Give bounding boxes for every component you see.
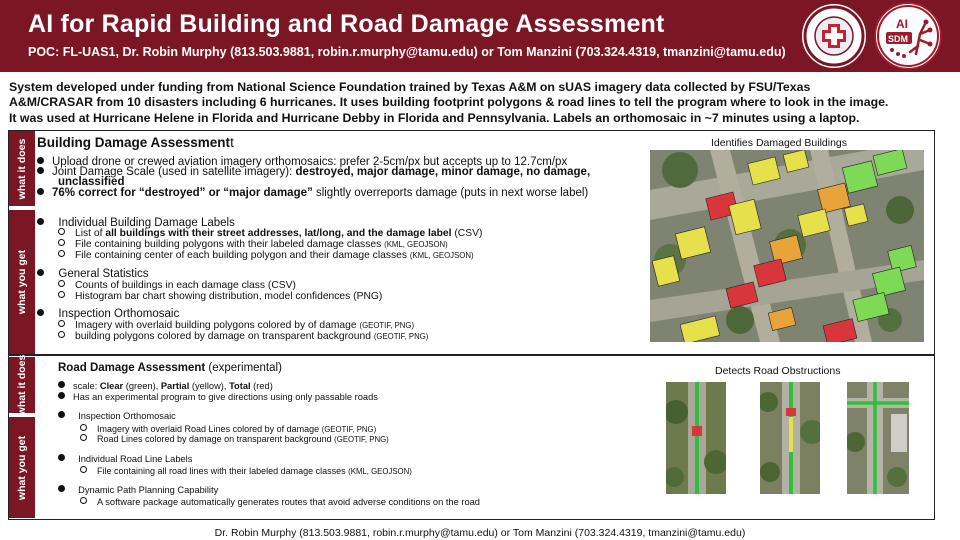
road-image-1 bbox=[666, 382, 726, 494]
side-tab-what-it-does: what it does bbox=[9, 357, 35, 413]
list-item-continued: unclassified bbox=[58, 176, 125, 188]
list-item: Inspection Orthomosaic bbox=[37, 308, 179, 320]
list-item: scale: Clear (green), Partial (yellow), Total (red) bbox=[58, 381, 273, 391]
building-section-title: Building Damage Assessmentt bbox=[37, 135, 234, 150]
intro-line: A&M/CRASAR from 10 disasters including 6 hurricanes. It uses building footprint polygons & road lines to tell the program where to look in the image. bbox=[9, 95, 889, 110]
list-item: Joint Damage Scale (used in satellite imagery): destroyed, major damage, minor damage, no damage, bbox=[37, 166, 590, 178]
list-item: Individual Road Line Labels bbox=[58, 454, 192, 464]
list-item: Upload drone or crewed aviation imagery orthomosaics: prefer 2-5cm/px but accepts up to 12.7cm/px bbox=[37, 156, 567, 168]
sub-item: Imagery with overlaid building polygons colored by of damage (GEOTIF, PNG) bbox=[58, 320, 414, 331]
list-item: 76% correct for “destroyed” or “major damage” slightly overreports damage (puts in next worse label) bbox=[37, 187, 588, 199]
poc-line: POC: FL-UAS1, Dr. Robin Murphy (813.503.9881, robin.r.murphy@tamu.edu) or Tom Manzini (703.324.4319, tmanzini@tamu.edu) bbox=[28, 45, 786, 59]
sub-item: A software package automatically generates routes that avoid adverse conditions on the road bbox=[80, 497, 480, 507]
side-tab-what-you-get: what you get bbox=[9, 210, 35, 354]
side-tab-what-it-does: what it does bbox=[9, 131, 35, 206]
footer-contact: Dr. Robin Murphy (813.503.9881, robin.r.murphy@tamu.edu) or Tom Manzini (703.324.4319, tmanzini@tamu.edu) bbox=[214, 527, 746, 539]
sub-item: Imagery with overlaid Road Lines colored by of damage (GEOTIF, PNG) bbox=[80, 424, 376, 434]
page-title: AI for Rapid Building and Road Damage Assessment bbox=[28, 10, 665, 38]
list-item: Dynamic Path Planning Capability bbox=[58, 485, 218, 495]
road-section-title: Road Damage Assessment (experimental) bbox=[58, 362, 282, 374]
header-banner bbox=[0, 0, 960, 72]
intro-paragraph bbox=[9, 80, 954, 126]
sub-item: File containing building polygons with their labeled damage classes (KML, GEOJSON) bbox=[58, 239, 448, 250]
svg-text:SDM: SDM bbox=[888, 34, 908, 44]
list-item: General Statistics bbox=[37, 268, 149, 280]
building-damage-aerial-image bbox=[650, 150, 924, 342]
list-item: Has an experimental program to give directions using only passable roads bbox=[58, 392, 378, 402]
list-item: Individual Building Damage Labels bbox=[37, 217, 235, 229]
intro-line: System developed under funding from National Science Foundation trained by Texas A&M on sUAS imagery data collected by FSU/Texas bbox=[9, 80, 811, 94]
sub-item: Histogram bar chart showing distribution, model confidences (PNG) bbox=[58, 291, 382, 302]
road-image-3 bbox=[847, 382, 909, 494]
building-image-caption: Identifies Damaged Buildings bbox=[711, 137, 847, 149]
intro-line: It was used at Hurricane Helene in Florida and Hurricane Debby in Florida and Pennsylvania. Labels an orthomosaic in ~7 minutes using a laptop. bbox=[9, 110, 860, 125]
sub-item: building polygons colored by damage on transparent background (GEOTIF, PNG) bbox=[58, 331, 428, 342]
side-tab-what-you-get: what you get bbox=[9, 417, 35, 518]
crasar-logo bbox=[800, 2, 868, 70]
ai-sdm-logo bbox=[874, 2, 942, 70]
sub-item: File containing center of each building polygon and their damage classes (KML, GEOJSON) bbox=[58, 250, 474, 261]
sub-item: Counts of buildings in each damage class (CSV) bbox=[58, 280, 296, 291]
svg-text:AI: AI bbox=[896, 17, 908, 31]
sub-item: File containing all road lines with their labeled damage classes (KML, GEOJSON) bbox=[80, 466, 412, 476]
road-image-caption: Detects Road Obstructions bbox=[715, 365, 841, 377]
list-item: Inspection Orthomosaic bbox=[58, 411, 176, 421]
road-image-2 bbox=[760, 382, 820, 494]
sub-item: List of all buildings with their street addresses, lat/long, and the damage label (CSV) bbox=[58, 228, 482, 239]
sub-item: Road Lines colored by damage on transparent background (GEOTIF, PNG) bbox=[80, 434, 389, 444]
